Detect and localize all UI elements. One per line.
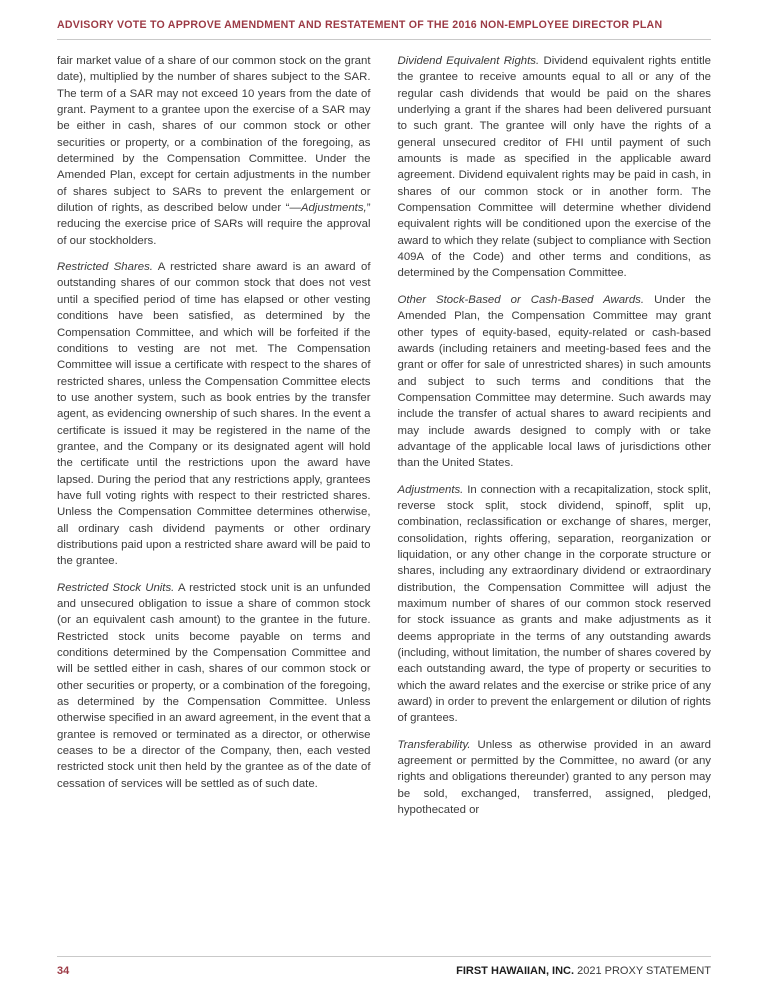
- footer-document-title: [456, 965, 711, 977]
- paragraph-lead: Other Stock-Based or Cash-Based Awards.: [397, 293, 645, 306]
- paragraph-transferability: [398, 737, 712, 819]
- footer-doc-label: 2021 PROXY STATEMENT: [574, 965, 711, 977]
- paragraph-lead: Restricted Shares.: [57, 261, 153, 274]
- right-column: [398, 53, 712, 956]
- paragraph-sar-continuation: [57, 53, 371, 249]
- paragraph-text: fair market value of a share of our common stock on the grant date), multiplied by the number of shares subject to the SAR. The term of a SAR may not exceed 10 years from the date of grant. Payment to a grantee upon the exercise of a SAR may be either in cash, shares of our common stock or other securities or property, or a combination of the foregoing, as determined by the Compensation Committee. Under the Amended Plan, except for certain adjustments in the number of shares subject to SARs to prevent the enlargement or dilution of rights, as described below under “: [57, 55, 371, 215]
- paragraph-restricted-shares: [57, 259, 371, 570]
- footer-company-name: FIRST HAWAIIAN, INC.: [456, 965, 575, 977]
- page-footer: [57, 956, 711, 977]
- paragraph-text: ” reducing the exercise price of SARs will require the approval of our stockholders.: [57, 202, 371, 247]
- left-column: [57, 53, 371, 956]
- paragraph-lead: Dividend Equivalent Rights.: [397, 55, 540, 67]
- header-rule: [57, 39, 711, 40]
- page-header-title: ADVISORY VOTE TO APPROVE AMENDMENT AND RESTATEMENT OF THE 2016 NON-EMPLOYEE DIRECTOR PLAN: [57, 19, 663, 31]
- paragraph-text: Under the Amended Plan, the Compensation Committee may grant other types of equity-based, equity-related or cash-based awards (including retainers and meeting-based fees and the grant or offer for sale of unrestricted shares) in such amounts and subject to such terms and conditions that the Compensation Committee may determine. Such awards may include the transfer of actual shares to award recipients and may include awards designed to comply with or take advantage of the applicable local laws of jurisdictions other than the United States.: [397, 293, 711, 470]
- inline-italic-adjustments-ref: —Adjustments,: [289, 202, 367, 215]
- paragraph-text: In connection with a recapitalization, stock split, reverse stock split, stock dividend, spinoff, split up, combination, reclassification or exchange of shares, merger, consolidation, rights offering, separation, reorganization or liquidation, or any other change in the corporate structure or shares, including any extraordinary dividend or extraordinary distribution, the Compensation Committee will adjust the maximum number of shares of our common stock reserved for stock issuance as grants and make adjustments as it deems appropriate in the terms of any outstanding awards (including, without limitation, the number of shares covered by each outstanding award, the type of property or securities to which the award relates and the exercise or strike price of any award) in order to prevent the enlargement or dilution of rights of grantees.: [397, 483, 711, 725]
- page-header: [57, 18, 711, 40]
- paragraph-text: Dividend equivalent rights entitle the grantee to receive amounts equal to all or any of the regular cash dividends that would be paid on the shares underlying a grant if the shares had been delivered pursuant to such grant. The grantee will only have the rights of a general unsecured creditor of FHI until payment of such amounts is made as specified in the applicable award agreement. Dividend equivalent rights may be paid in cash, in shares of our common stock or in another form. The Compensation Committee will determine whether dividend equivalent rights will be conditioned upon the exercise of the award to which they relate (subject to compliance with Section 409A of the Code) and other terms and conditions, as determined by the Compensation Committee.: [397, 55, 711, 280]
- paragraph-text: A restricted share award is an award of outstanding shares of our common stock that does not vest until a specified period of time has elapsed or other vesting conditions have been satisfied, as determined by the Compensation Committee, and which will be forfeited if the conditions to vesting are not met. The Compensation Committee will issue a certificate with respect to the shares of restricted shares, unless the Compensation Committee elects to use another system, such as book entries by the transfer agent, as evidencing ownership of such shares. In the event a certificate is issued it may be registered in the name of the grantee, and the Company or its designated agent will hold the certificate until the restrictions upon the award have lapsed. During the period that any restrictions apply, grantees have full voting rights with respect to their restricted shares. Unless the Compensation Committee determines otherwise, all ordinary cash dividend payments or other ordinary distributions paid upon a restricted share award will be paid to the grantee.: [57, 261, 371, 568]
- paragraph-other-stock-based-awards: [398, 292, 712, 472]
- paragraph-dividend-equivalent-rights: [398, 53, 712, 282]
- paragraph-text: Unless as otherwise provided in an award agreement or permitted by the Committee, no award (or any rights and obligations thereunder) granted to any person may be sold, exchanged, transferred, assigned, pledged, hypothecated or: [397, 738, 711, 817]
- paragraph-lead: Adjustments.: [397, 483, 464, 496]
- two-column-body: [57, 53, 711, 956]
- paragraph-lead: Restricted Stock Units.: [57, 581, 175, 594]
- paragraph-adjustments: [398, 482, 712, 727]
- page-number: 34: [57, 965, 70, 977]
- paragraph-restricted-stock-units: [57, 580, 371, 792]
- paragraph-lead: Transferability.: [397, 738, 471, 751]
- paragraph-text: A restricted stock unit is an unfunded and unsecured obligation to issue a share of common stock (or an equivalent cash amount) to the grantee in the future. Restricted stock units become payable on terms and conditions determined by the Compensation Committee and will be settled either in cash, shares of our common stock or other securities or property, or a combination of the foregoing, as determined by the Compensation Committee. Unless otherwise specified in an award agreement, in the event that a grantee is removed or terminated as a director, or otherwise ceases to be a director of the Company, then, each vested restricted stock unit then held by the grantee as of the date of cessation of services will be settled as of such date.: [57, 581, 371, 790]
